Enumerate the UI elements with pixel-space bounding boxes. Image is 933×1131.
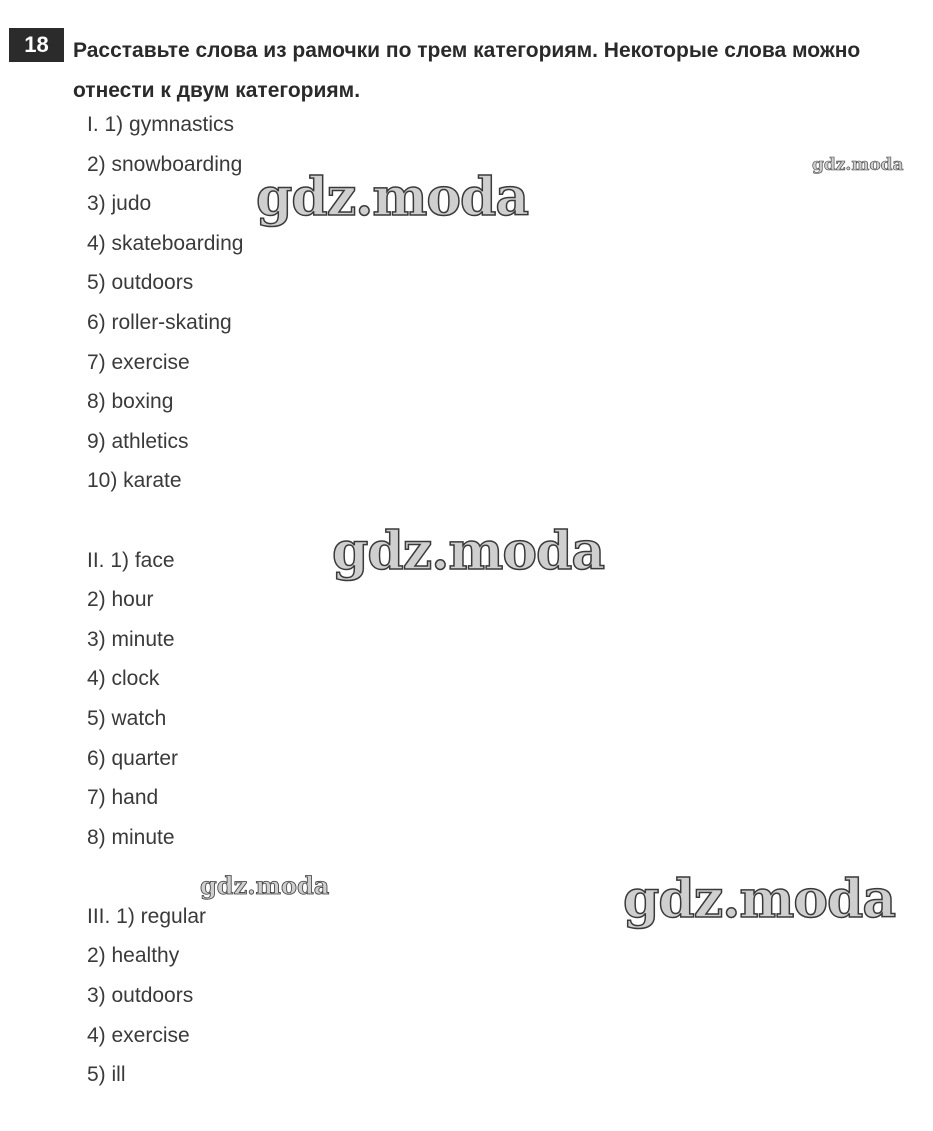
answer-line-3-1: III. 1) regular bbox=[87, 904, 207, 928]
answer-line-2-8: 8) minute bbox=[87, 825, 175, 849]
answer-line-2-7: 7) hand bbox=[87, 786, 159, 810]
group-spacer bbox=[87, 501, 243, 541]
watermark-logo: gdz.moda bbox=[623, 869, 896, 930]
task-instruction: Расставьте слова из рамочки по трем категориям. Некоторые слова можно отнести к двум категориям. bbox=[73, 39, 861, 102]
answer-line-1-4: 4) skateboarding bbox=[87, 231, 244, 255]
answer-line-3-3: 3) outdoors bbox=[87, 984, 194, 1008]
answer-line-1-2: 2) snowboarding bbox=[87, 152, 243, 176]
watermark-logo: gdz.moda bbox=[200, 871, 330, 900]
answer-line-2-1: II. 1) face bbox=[87, 548, 175, 572]
watermark-logo: gdz.moda bbox=[332, 521, 605, 582]
watermark-logo: gdz.moda bbox=[256, 167, 529, 228]
answer-line-2-3: 3) minute bbox=[87, 627, 175, 651]
watermark-logo: gdz.moda bbox=[812, 155, 904, 175]
answer-line-2-6: 6) quarter bbox=[87, 746, 179, 770]
answer-line-1-3: 3) judo bbox=[87, 192, 152, 216]
answer-line-1-10: 10) karate bbox=[87, 469, 182, 493]
answer-line-1-9: 9) athletics bbox=[87, 429, 189, 453]
answer-line-2-5: 5) watch bbox=[87, 706, 167, 730]
answer-list bbox=[87, 105, 243, 1095]
answer-line-1-6: 6) roller-skating bbox=[87, 310, 232, 334]
answer-line-2-4: 4) clock bbox=[87, 667, 160, 691]
answer-line-3-2: 2) healthy bbox=[87, 944, 180, 968]
answer-line-2-2: 2) hour bbox=[87, 588, 154, 612]
answer-line-1-5: 5) outdoors bbox=[87, 271, 194, 295]
answer-line-1-8: 8) boxing bbox=[87, 390, 174, 414]
answer-line-1-7: 7) exercise bbox=[87, 350, 190, 374]
answer-line-3-5: 5) ill bbox=[87, 1063, 126, 1087]
answer-line-1-1: I. 1) gymnastics bbox=[87, 113, 235, 136]
task-number-badge: 18 bbox=[9, 28, 64, 62]
answer-line-3-4: 4) exercise bbox=[87, 1023, 190, 1047]
